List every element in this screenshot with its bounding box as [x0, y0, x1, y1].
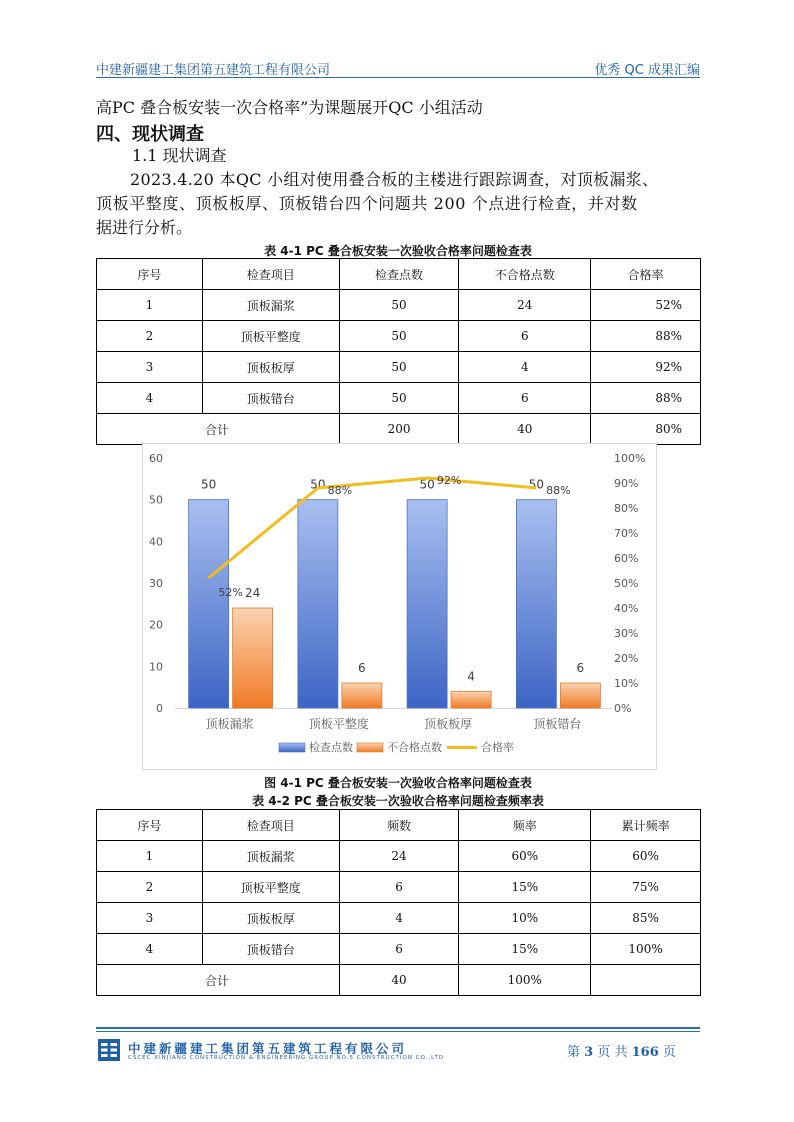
- table-cell: 4: [97, 934, 203, 965]
- table-row: [97, 383, 701, 414]
- company-logo-icon: [98, 1039, 120, 1061]
- table2-header-cell: 频数: [339, 810, 459, 841]
- table1-header-cell: 不合格点数: [459, 259, 591, 290]
- table2-header-cell: 检查项目: [202, 810, 339, 841]
- bar-data-label: 50: [419, 477, 435, 492]
- table-cell: 15%: [459, 872, 591, 903]
- table1-header-cell: 序号: [97, 259, 203, 290]
- table1-header-cell: 检查点数: [339, 259, 459, 290]
- table2-header-cell: 累计频率: [591, 810, 701, 841]
- table-cell: 顶板漏浆: [202, 841, 339, 872]
- figure-caption: 图 4-1 PC 叠合板安装一次验收合格率问题检查表: [264, 776, 532, 790]
- table-cell: 1: [97, 841, 203, 872]
- table-cell: 50: [339, 321, 459, 352]
- table1: [96, 258, 701, 445]
- table2-header-cell: 序号: [97, 810, 203, 841]
- intro-line: 高PC 叠合板安装一次合格率”为课题展开QC 小组活动: [96, 98, 483, 117]
- y2-tick-label: 50%: [614, 577, 639, 590]
- table-row: [97, 321, 701, 352]
- table-cell: 40: [459, 414, 591, 445]
- table2-header-cell: 频率: [459, 810, 591, 841]
- table-cell: 3: [97, 903, 203, 934]
- y-tick-label: 40: [149, 535, 163, 549]
- table-cell: 24: [339, 841, 459, 872]
- page-number: [567, 1041, 676, 1060]
- line-data-label: 92%: [436, 474, 462, 487]
- x-tick-label: 顶板板厚: [424, 717, 473, 731]
- y2-tick-label: 80%: [614, 502, 639, 515]
- table-cell: 3: [97, 352, 203, 383]
- line-data-label: 52%: [218, 586, 243, 599]
- subsection-title: 1.1 现状调查: [132, 146, 227, 165]
- y2-tick-label: 20%: [614, 652, 639, 665]
- table-row: [97, 872, 701, 903]
- combo-chart: [142, 443, 657, 770]
- table-cell: 合计: [97, 965, 340, 996]
- table-row: [97, 352, 701, 383]
- table-cell: 2: [97, 321, 203, 352]
- table-cell: 顶板平整度: [202, 872, 339, 903]
- header-divider: [96, 77, 700, 78]
- y2-tick-label: 10%: [614, 677, 639, 690]
- table-cell: 顶板漏浆: [202, 290, 339, 321]
- table-cell: 合计: [97, 414, 340, 445]
- page-total: 166: [631, 1045, 659, 1060]
- bar-inspection-points: [298, 500, 338, 708]
- y-tick-label: 20: [149, 618, 163, 632]
- table-cell: 40: [339, 965, 459, 996]
- table-cell: 80%: [591, 414, 701, 445]
- table-cell: 85%: [591, 903, 701, 934]
- line-data-label: 88%: [327, 484, 353, 497]
- y2-tick-label: 60%: [614, 552, 639, 565]
- page-mid: 页 共: [597, 1045, 628, 1060]
- footer-divider: [96, 1027, 700, 1029]
- x-tick-label: 顶板平整度: [308, 717, 369, 731]
- y-tick-label: 10: [149, 660, 163, 674]
- y-tick-label: 60: [149, 452, 163, 465]
- table2: [96, 809, 701, 996]
- table-cell: 顶板板厚: [202, 352, 339, 383]
- table2-total-row: [97, 965, 701, 996]
- table-row: [97, 934, 701, 965]
- table-cell: 24: [459, 290, 591, 321]
- bar-inspection-points: [189, 500, 229, 708]
- header-company: 中建新疆建工集团第五建筑工程有限公司: [96, 63, 331, 78]
- table2-caption: 表 4-2 PC 叠合板安装一次验收合格率问题检查频率表: [252, 794, 544, 808]
- table-cell: [591, 965, 701, 996]
- table-cell: 顶板错台: [202, 383, 339, 414]
- bar-nonconforming-points: [451, 691, 491, 708]
- legend-swatch-blue: [279, 743, 305, 752]
- header-collection: 优秀 QC 成果汇编: [594, 63, 700, 78]
- table-cell: 10%: [459, 903, 591, 934]
- table-cell: 2: [97, 872, 203, 903]
- table2-header-row: [97, 810, 701, 841]
- table1-caption: 表 4-1 PC 叠合板安装一次验收合格率问题检查表: [264, 244, 532, 258]
- table-cell: 50: [339, 290, 459, 321]
- y2-tick-label: 90%: [614, 477, 639, 490]
- line-data-label: 88%: [546, 484, 571, 497]
- table-cell: 75%: [591, 872, 701, 903]
- table-cell: 92%: [591, 352, 701, 383]
- y-tick-label: 30: [149, 577, 163, 590]
- y2-tick-label: 100%: [614, 452, 646, 465]
- table1-header-cell: 检查项目: [202, 259, 339, 290]
- table1-header-row: [97, 259, 701, 290]
- table-cell: 15%: [459, 934, 591, 965]
- y2-tick-label: 0%: [614, 702, 632, 715]
- table-cell: 顶板板厚: [202, 903, 339, 934]
- table-cell: 6: [339, 872, 459, 903]
- bar-inspection-points: [516, 500, 556, 708]
- x-tick-label: 顶板漏浆: [205, 717, 254, 731]
- footer-company: 中建新疆建工集团第五建筑工程有限公司: [128, 1041, 408, 1056]
- legend-label: 不合格点数: [387, 741, 442, 754]
- y-tick-label: 50: [149, 493, 163, 507]
- bar-data-label: 4: [467, 669, 475, 684]
- page-suffix: 页: [662, 1045, 676, 1060]
- table-cell: 4: [339, 903, 459, 934]
- table-cell: 50: [339, 352, 459, 383]
- paragraph-line-2: 顶板平整度、顶板板厚、顶板错台四个问题共 200 个点进行检查，并对数: [96, 194, 638, 213]
- table1-header-cell: 合格率: [591, 259, 701, 290]
- paragraph-line-1: 2023.4.20 本QC 小组对使用叠合板的主楼进行跟踪调查，对顶板漏浆、: [130, 170, 659, 189]
- table-cell: 4: [97, 383, 203, 414]
- bar-data-label: 50: [200, 477, 217, 492]
- bar-nonconforming-points: [233, 608, 273, 708]
- table-row: [97, 903, 701, 934]
- table-cell: 88%: [591, 321, 701, 352]
- page-prefix: 第: [567, 1045, 581, 1060]
- bar-data-label: 6: [576, 661, 585, 675]
- table-row: [97, 841, 701, 872]
- bar-data-label: 50: [528, 477, 545, 492]
- table-row: [97, 290, 701, 321]
- table-cell: 88%: [591, 383, 701, 414]
- footer-divider-thin: [96, 1031, 700, 1032]
- footer-company-en: CSCEC XINJIANG CONSTRUCTION & ENGINEERING GROUP NO.5 CONSTRUCTION CO.,LTD: [128, 1055, 445, 1061]
- table-cell: 100%: [459, 965, 591, 996]
- paragraph-line-3: 据进行分析。: [96, 218, 193, 237]
- table-cell: 6: [459, 383, 591, 414]
- table-cell: 60%: [591, 841, 701, 872]
- table-cell: 200: [339, 414, 459, 445]
- table-cell: 50: [339, 383, 459, 414]
- y2-tick-label: 40%: [614, 602, 639, 615]
- y-tick-label: 0: [156, 702, 163, 715]
- bar-data-label: 50: [310, 477, 326, 492]
- table-cell: 1: [97, 290, 203, 321]
- table1-total-row: [97, 414, 701, 445]
- bar-inspection-points: [407, 500, 447, 708]
- table-cell: 52%: [591, 290, 701, 321]
- bar-data-label: 24: [244, 586, 261, 600]
- table-cell: 4: [459, 352, 591, 383]
- table-cell: 顶板错台: [202, 934, 339, 965]
- table-cell: 6: [459, 321, 591, 352]
- table-cell: 6: [339, 934, 459, 965]
- bar-nonconforming-points: [342, 683, 382, 708]
- legend-swatch-orange: [357, 743, 383, 752]
- table-cell: 60%: [459, 841, 591, 872]
- section-title: 四、现状调查: [96, 124, 204, 145]
- legend-label: 合格率: [481, 741, 514, 754]
- chart-container: [142, 443, 657, 770]
- page-header: [96, 57, 700, 77]
- bar-data-label: 6: [358, 661, 366, 675]
- bar-nonconforming-points: [560, 683, 600, 708]
- x-tick-label: 顶板错台: [533, 717, 582, 731]
- page-current: 3: [584, 1045, 594, 1060]
- legend-label: 检查点数: [309, 741, 353, 754]
- table-cell: 顶板平整度: [202, 321, 339, 352]
- y2-tick-label: 30%: [614, 627, 639, 640]
- y2-tick-label: 70%: [614, 527, 639, 540]
- table-cell: 100%: [591, 934, 701, 965]
